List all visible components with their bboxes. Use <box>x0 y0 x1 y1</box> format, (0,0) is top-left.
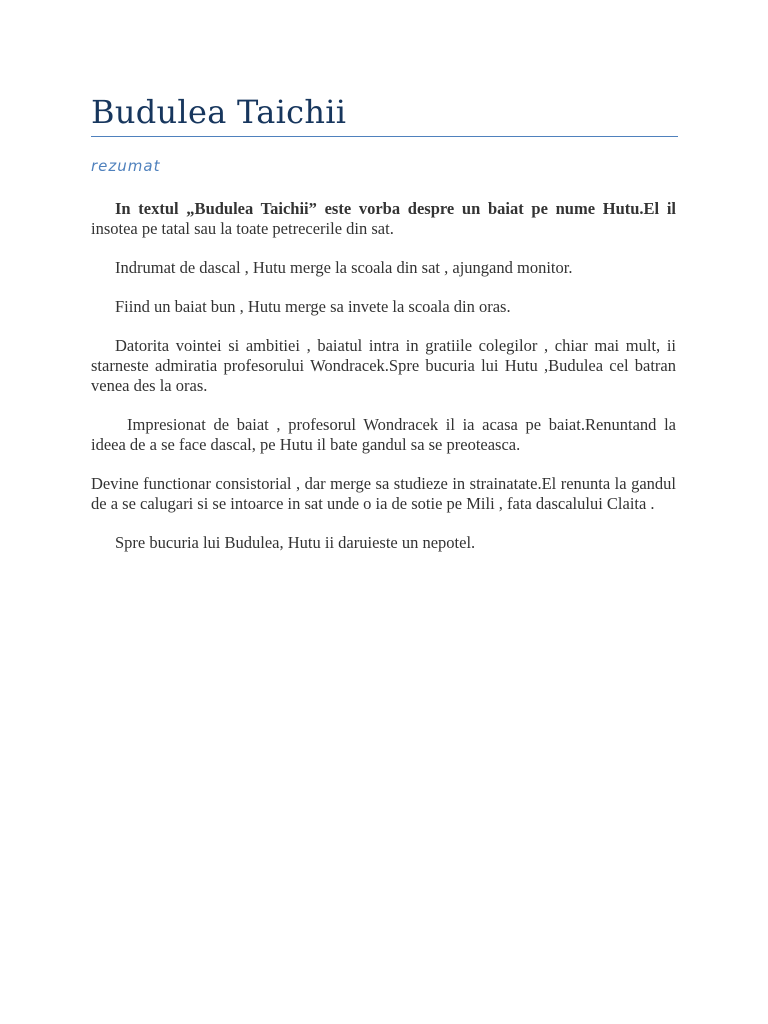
paragraph-3: Fiind un baiat bun , Hutu merge sa invete la scoala din oras. <box>115 297 511 316</box>
paragraph-1-rest: insotea pe tatal sau la toate petrecerile din sat. <box>91 219 394 238</box>
paragraph-1-lead: In textul „Budulea Taichii” este vorba despre un baiat pe nume Hutu.El il <box>115 199 676 218</box>
paragraph-2: Indrumat de dascal , Hutu merge la scoala din sat , ajungand monitor. <box>115 258 573 277</box>
title-underline <box>91 136 678 137</box>
document-title: Budulea Taichii <box>91 93 347 131</box>
paragraph-6: Devine functionar consistorial , dar merge sa studieze in strainatate.El renunta la gandul de a se calugari si se intoarce in sat unde o ia de sotie pe Mili , fata dascalului Claita . <box>91 474 676 513</box>
document-subtitle: rezumat <box>91 157 161 175</box>
document-body <box>91 199 676 572</box>
paragraph-1 <box>91 199 676 239</box>
paragraph-4: Datorita vointei si ambitiei , baiatul intra in gratiile colegilor , chiar mai mult, ii starneste admiratia profesorului Wondracek.Spre bucuria lui Hutu ,Budulea cel batran venea des la oras. <box>91 336 676 395</box>
paragraph-7: Spre bucuria lui Budulea, Hutu ii daruieste un nepotel. <box>115 533 476 552</box>
paragraph-5: Impresionat de baiat , profesorul Wondracek il ia acasa pe baiat.Renuntand la ideea de a se face dascal, pe Hutu il bate gandul sa se preoteasca. <box>91 415 676 454</box>
